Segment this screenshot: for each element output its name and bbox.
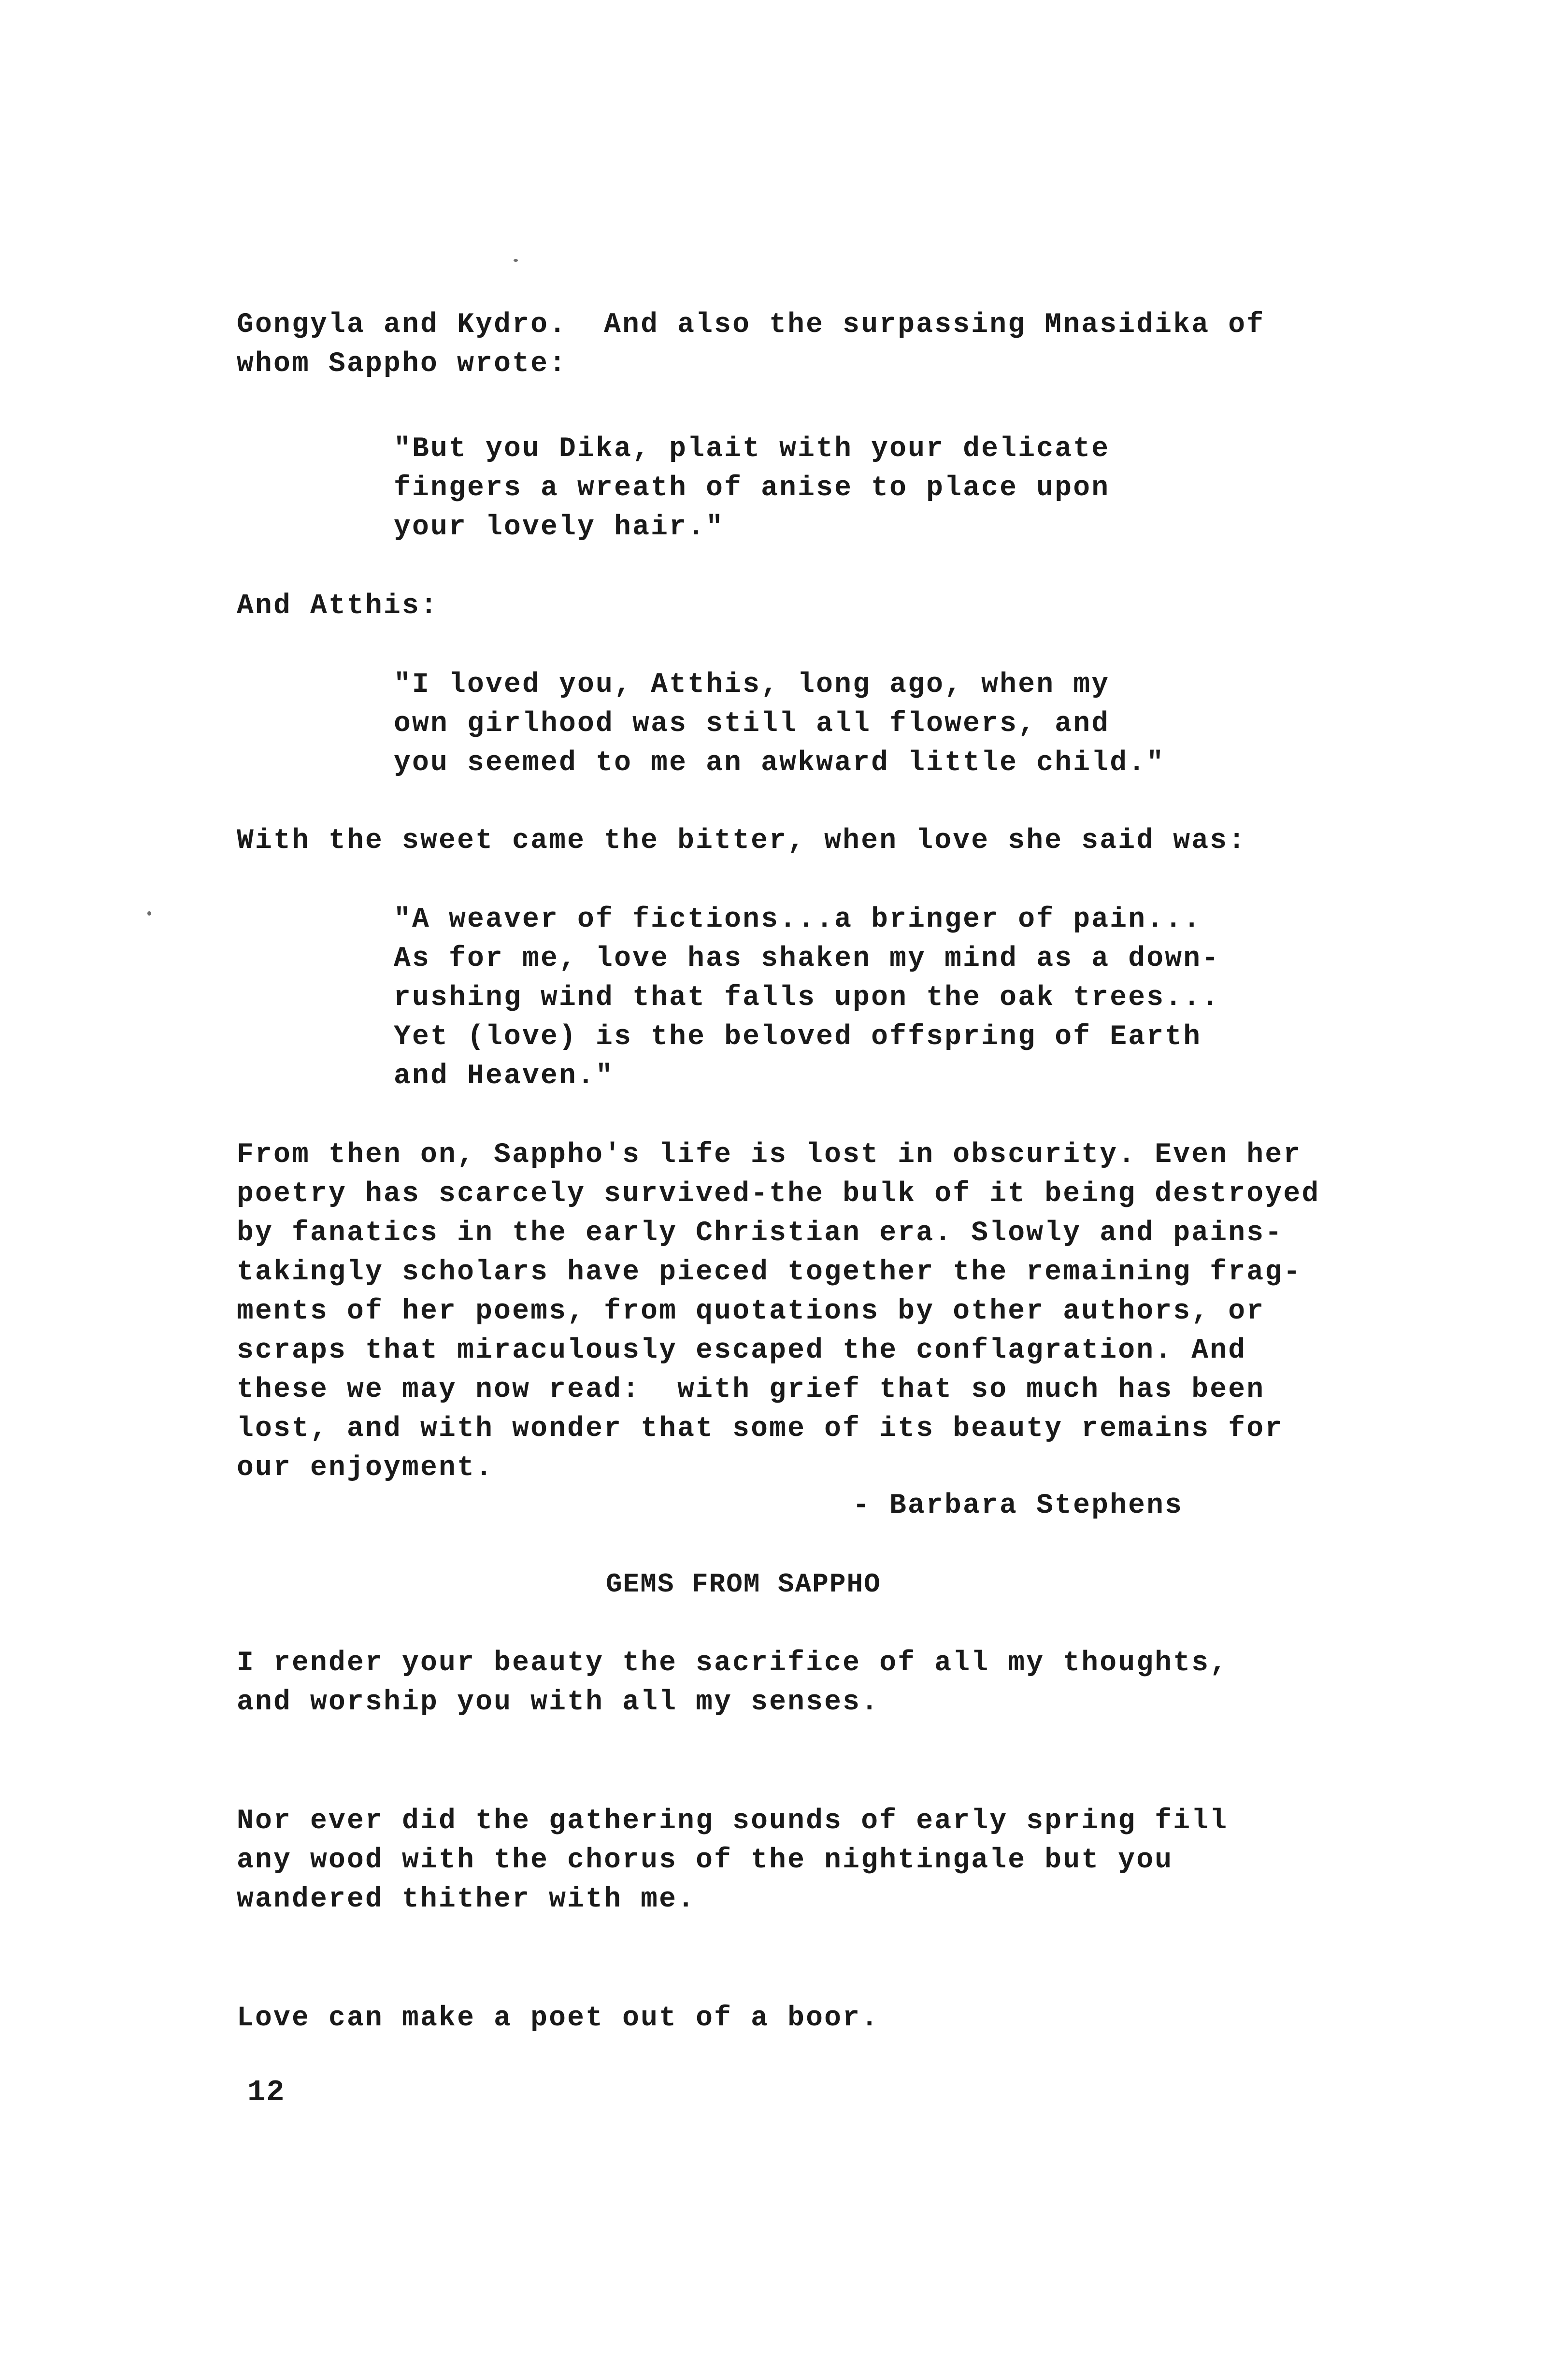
quote-love-line: As for me, love has shaken my mind as a down-	[394, 943, 1220, 975]
scan-speck	[514, 259, 518, 262]
gem-line: any wood with the chorus of the nightingale but you	[237, 1845, 1173, 1876]
closing-paragraph-line: these we may now read: with grief that so much has been	[237, 1374, 1265, 1405]
quote-love-line: and Heaven."	[394, 1061, 615, 1092]
closing-paragraph-line: ments of her poems, from quotations by other authors, or	[237, 1296, 1265, 1327]
gem-line: wandered thither with me.	[237, 1884, 696, 1915]
quote-atthis-line: "I loved you, Atthis, long ago, when my	[394, 669, 1110, 701]
intro-line: whom Sappho wrote:	[237, 348, 568, 380]
quote-love-line: Yet (love) is the beloved offspring of Earth	[394, 1021, 1202, 1053]
intro-line: Gongyla and Kydro. And also the surpassing Mnasidika of	[237, 309, 1265, 341]
quote-atthis-line: own girlhood was still all flowers, and	[394, 708, 1110, 740]
closing-paragraph-line: by fanatics in the early Christian era. Slowly and pains-	[237, 1218, 1284, 1249]
gem-line: I render your beauty the sacrifice of all my thoughts,	[237, 1648, 1229, 1679]
gems-heading: GEMS FROM SAPPHO	[606, 1569, 881, 1600]
quote-dika-line: your lovely hair."	[394, 512, 725, 543]
quote-love-line: rushing wind that falls upon the oak trees...	[394, 982, 1220, 1014]
scan-speck	[147, 911, 151, 916]
author-signature: - Barbara Stephens	[853, 1490, 1184, 1521]
quote-dika-line: "But you Dika, plait with your delicate	[394, 433, 1110, 465]
atthis-intro: And Atthis:	[237, 590, 439, 622]
bitter-intro: With the sweet came the bitter, when love she said was:	[237, 825, 1247, 857]
quote-dika-line: fingers a wreath of anise to place upon	[394, 473, 1110, 504]
closing-paragraph-line: our enjoyment.	[237, 1452, 494, 1484]
closing-paragraph-line: takingly scholars have pieced together the remaining frag-	[237, 1257, 1302, 1288]
gem-line: and worship you with all my senses.	[237, 1687, 880, 1718]
closing-paragraph-line: From then on, Sappho's life is lost in obscurity. Even her	[237, 1139, 1302, 1171]
quote-atthis-line: you seemed to me an awkward little child."	[394, 747, 1165, 779]
gem-line: Nor ever did the gathering sounds of early spring fill	[237, 1806, 1229, 1837]
closing-paragraph-line: lost, and with wonder that some of its beauty remains for	[237, 1413, 1284, 1445]
closing-paragraph-line: scraps that miraculously escaped the conflagration. And	[237, 1335, 1247, 1366]
page-number: 12	[247, 2075, 286, 2109]
closing-paragraph-line: poetry has scarcely survived-the bulk of it being destroyed	[237, 1178, 1320, 1210]
quote-love-line: "A weaver of fictions...a bringer of pain...	[394, 904, 1202, 935]
gem-line: Love can make a poet out of a boor.	[237, 2003, 880, 2034]
